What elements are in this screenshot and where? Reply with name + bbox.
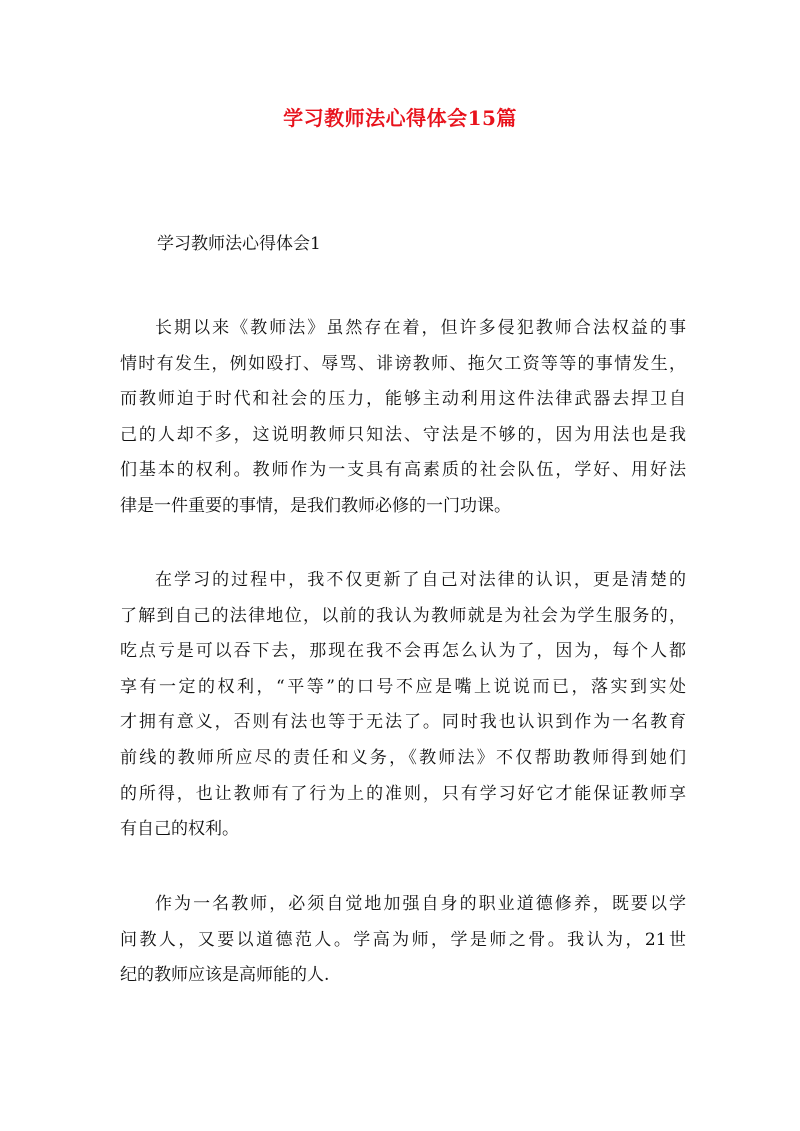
paragraph-line: 们基本的权利。教师作为一支具有高素质的社会队伍，学好、用好法 bbox=[120, 460, 686, 481]
paragraph-1 bbox=[120, 311, 686, 525]
document-title: 学习教师法心得体会15篇 bbox=[283, 106, 517, 130]
paragraph-line: 纪的教师应该是高师能的人. bbox=[120, 965, 330, 986]
paragraph-2 bbox=[120, 563, 686, 848]
paragraph-line: 才拥有意义，否则有法也等于无法了。同时我也认识到作为一名教育 bbox=[120, 712, 686, 733]
paragraph-line: 吃点亏是可以吞下去，那现在我不会再怎么认为了，因为，每个人都 bbox=[120, 641, 686, 662]
paragraph-line: 问教人，又要以道德范人。学高为师，学是师之骨。我认为，21世 bbox=[120, 929, 686, 950]
paragraph-line: 作为一名教师，必须自觉地加强自身的职业道德修养，既要以学 bbox=[155, 894, 686, 914]
paragraph-line: 情时有发生，例如殴打、辱骂、诽谤教师、拖欠工资等等的事情发生， bbox=[120, 353, 686, 374]
paragraph-line: 己的人却不多，这说明教师只知法、守法是不够的，因为用法也是我 bbox=[120, 424, 686, 445]
paragraph-line: 而教师迫于时代和社会的压力，能够主动利用这件法律武器去捍卫自 bbox=[120, 389, 686, 410]
section-heading: 学习教师法心得体会1 bbox=[157, 234, 321, 254]
paragraph-line: 前线的教师所应尽的责任和义务，《教师法》不仅帮助教师得到她们 bbox=[120, 747, 686, 768]
paragraph-line: 有自己的权利。 bbox=[120, 819, 239, 840]
paragraph-line: 的所得，也让教师有了行为上的准则，只有学习好它才能保证教师享 bbox=[120, 783, 686, 804]
paragraph-3 bbox=[120, 887, 686, 994]
paragraph-line: 了解到自己的法律地位，以前的我认为教师就是为社会为学生服务的， bbox=[120, 605, 686, 626]
paragraph-line: 在学习的过程中，我不仅更新了自己对法律的认识，更是清楚的 bbox=[155, 570, 686, 590]
paragraph-line: 长期以来《教师法》虽然存在着，但许多侵犯教师合法权益的事 bbox=[155, 318, 686, 338]
paragraph-line: 律是一件重要的事情，是我们教师必修的一门功课。 bbox=[120, 495, 511, 516]
paragraph-line: 享有一定的权利，“平等”的口号不应是嘴上说说而已，落实到实处 bbox=[120, 676, 686, 697]
